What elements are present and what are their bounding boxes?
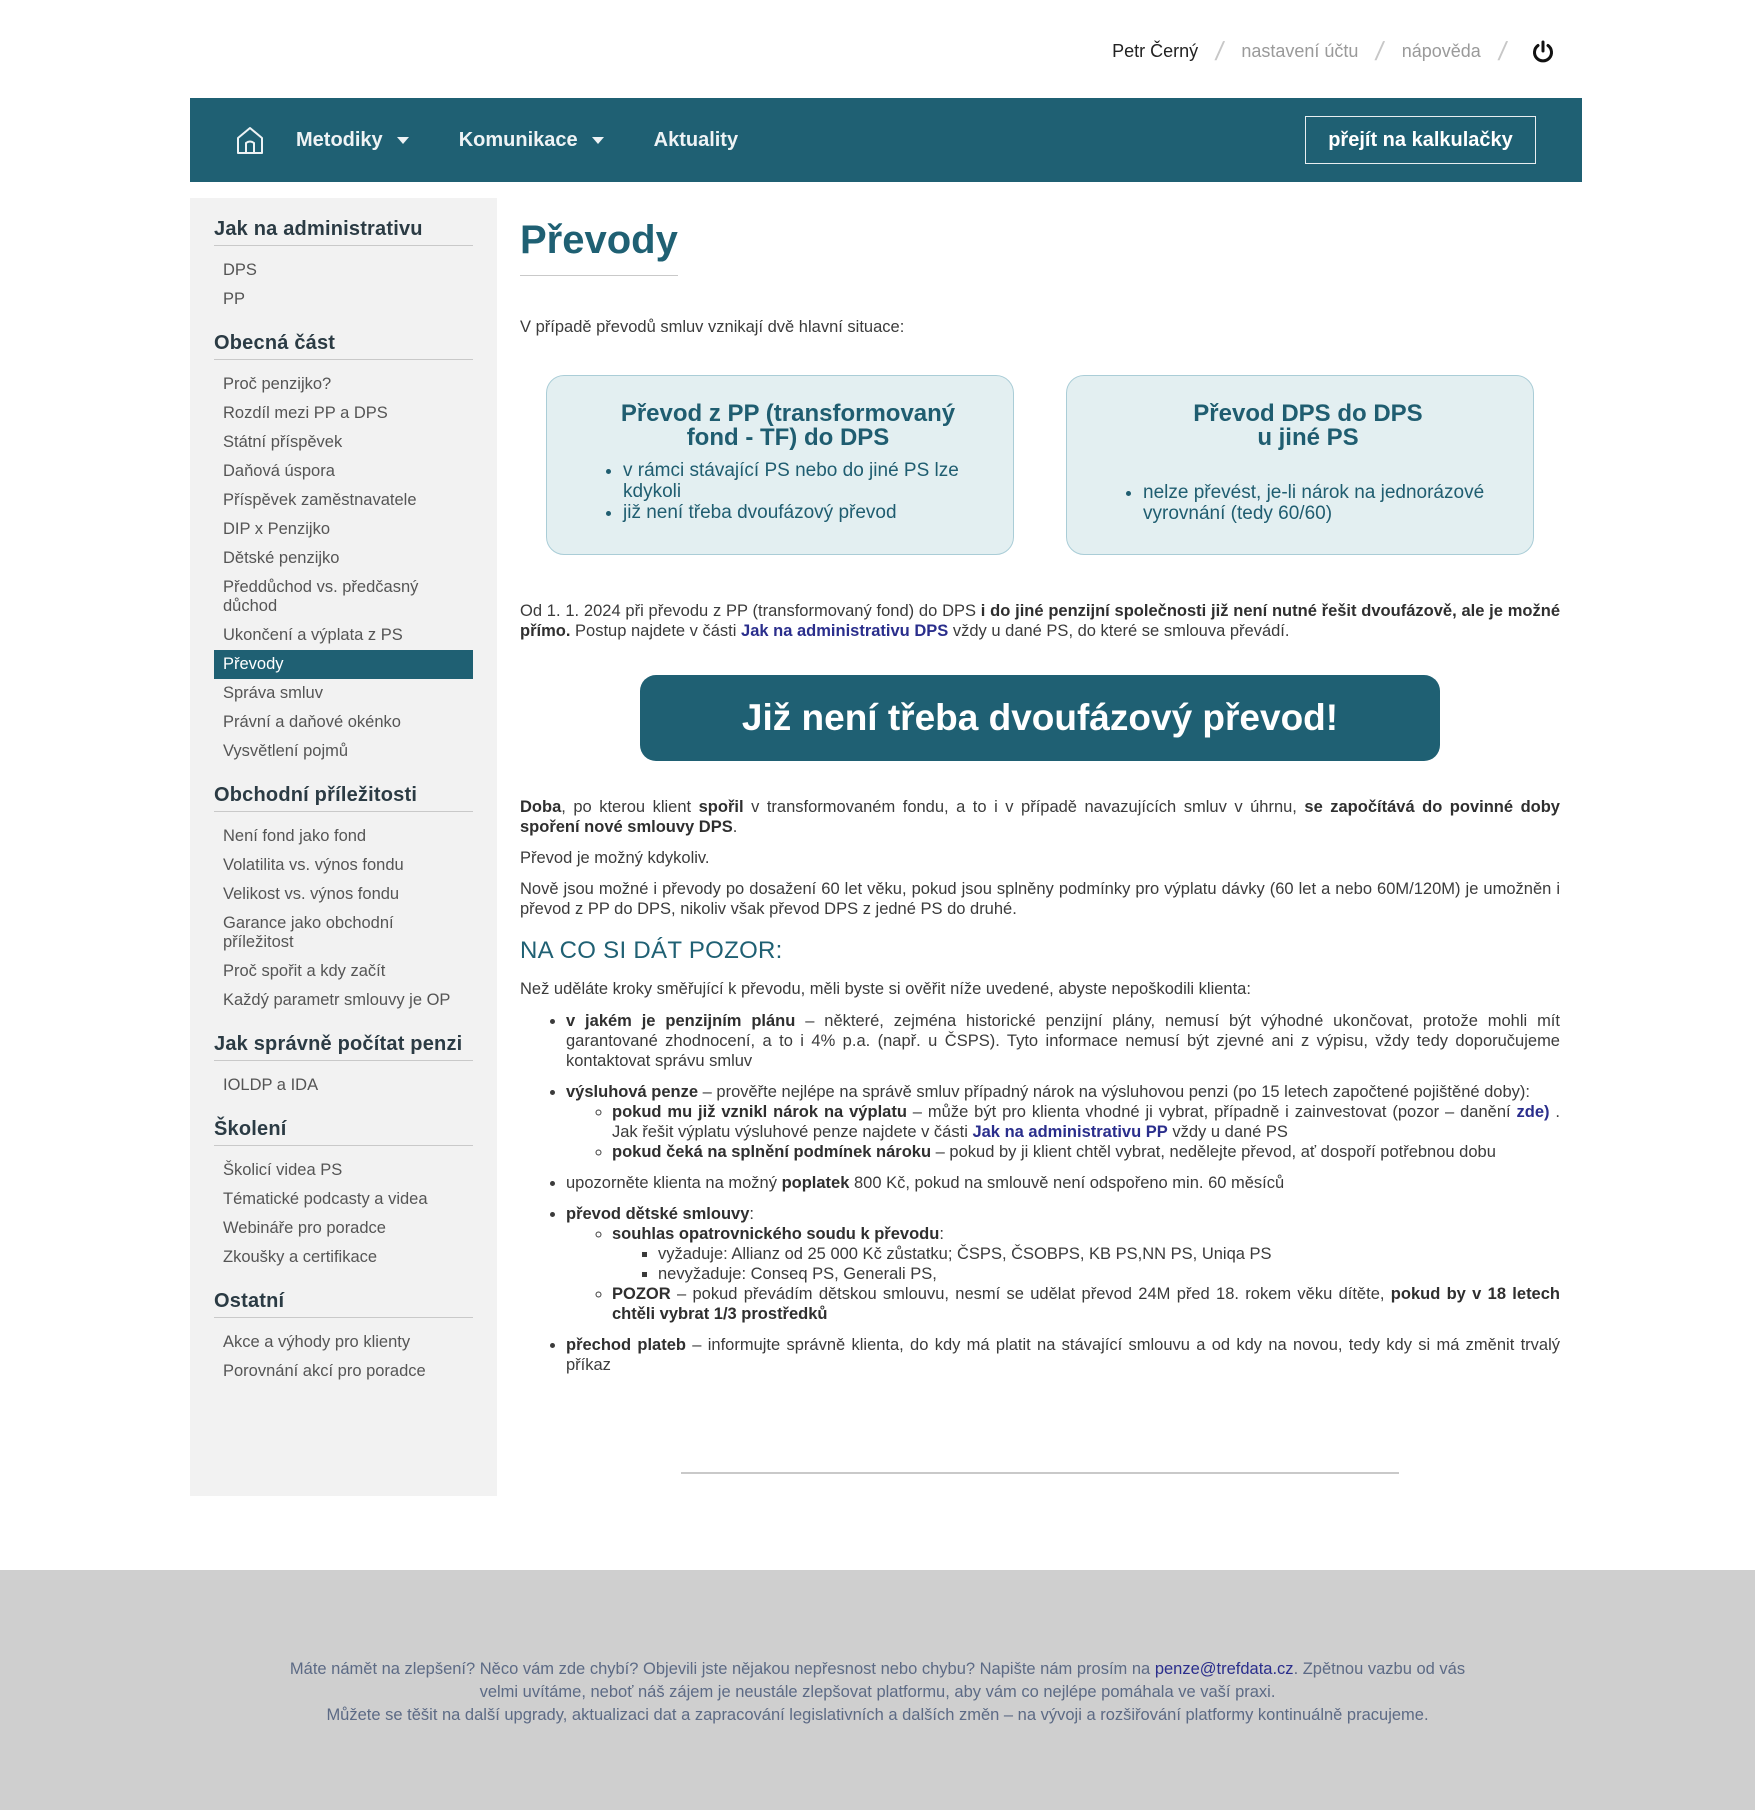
sidebar-section-title: Jak správně počítat penzi [214,1033,473,1061]
main-nav [190,98,1582,182]
caret-down-icon [592,137,604,144]
text: . Zpětnou vazbu od vás [1293,1660,1466,1678]
sidebar-section-title: Školení [214,1118,473,1146]
footer-line-1 [0,1658,1755,1681]
main-content [520,198,1560,1386]
text: : [939,1225,944,1243]
text: : [749,1205,754,1223]
list-item [566,1204,1560,1324]
checklist [520,1011,1560,1375]
sidebar-section-title: Obchodní příležitosti [214,784,473,812]
spacer [214,1015,473,1019]
user-name[interactable]: Petr Černý [1112,41,1199,61]
text: v transformovaném fondu, a to i v případě navazujících smluv v úhrnu, [743,798,1305,816]
sidebar-item[interactable]: Státní příspěvek [223,433,343,451]
text: 800 Kč, pokud na smlouvě není odspořeno min. 60 měsíců [849,1174,1285,1192]
nav-item-komunikace[interactable] [459,129,604,152]
sub-sub-list-item: ▪ vyžaduje: Allianz od 25 000 Kč zůstatku; ČSPS, ČSOBPS, KB PS,NN PS, Uniqa PS [658,1244,1560,1264]
sidebar-item[interactable]: DIP x Penzijko [223,520,330,538]
section-heading: NA CO SI DÁT POZOR: [520,937,783,964]
sidebar-item[interactable]: Tématické podcasty a videa [223,1190,428,1208]
list-item: • nelze převést, je-li nárok na jednorázové vyrovnání (tedy 60/60) [1143,482,1493,524]
bold-text: Doba [520,798,562,816]
sidebar-item[interactable]: Garance jako obchodní příležitost [223,914,394,951]
link-administrativa-pp[interactable]: Jak na administrativu PP [972,1123,1168,1141]
bold-text: převod dětské smlouvy [566,1205,750,1223]
footer-line-2: velmi uvítáme, neboť náš zájem je neustále zlepšovat platformu, aby vám co nejlépe pomáhala ve vaší praxi. [479,1683,1276,1701]
sidebar-item[interactable]: DPS [223,261,257,279]
sidebar-item[interactable]: Akce a výhody pro klienty [223,1333,411,1351]
list-item [566,1335,1560,1375]
sidebar [190,198,497,1496]
bold-text: POZOR [612,1285,671,1303]
text: . [732,818,738,836]
text: upozorněte klienta na možný [566,1174,782,1192]
user-bar [1112,36,1556,67]
link-administrativa-dps[interactable]: Jak na administrativu DPS [741,622,949,640]
sub-list-item [612,1142,1560,1162]
text: – některé, zejména historické penzijní plány, nemusí být výhodné ukončovat, protože mohli mít garantované zhodnocení, a to i 4% p.a. (např. u ČSPS). Tyto informace nemusí být zjevné ani z výpisu, vždy tedy doporučujeme kontaktovat správu smluv [566,1012,1560,1070]
caret-down-icon [397,137,409,144]
spacer [214,1386,473,1390]
text: . Jak řešit výplatu výsluhové penze najdete v části [612,1103,1560,1141]
power-icon[interactable] [1530,39,1556,65]
bold-text: poplatek [781,1174,850,1192]
bold-text: pokud mu již vznikl nárok na výplatu [612,1103,907,1121]
separator: / [1373,36,1387,66]
nav-label: Komunikace [458,128,578,151]
text: Postup najdete v části [570,622,742,640]
separator: / [1496,36,1509,66]
link-zde[interactable]: zde) [1516,1103,1550,1121]
paragraph-doba [520,797,1560,837]
help-link[interactable]: nápověda [1401,41,1481,61]
sub-list-item [612,1284,1560,1324]
box-title-line: u jiné PS [1257,424,1359,451]
paragraph-60-let: Nově jsou možné i převody po dosažení 60 let věku, pokud jsou splněny podmínky pro výplatu dávky (60 let a nebo 60M/120M) je umožněn i převod z PP do DPS, nikoliv však převod DPS z jedné PS do druhé. [520,880,1560,918]
sidebar-item[interactable]: Není fond jako fond [223,827,367,845]
spacer [214,1272,473,1276]
footer [0,1570,1755,1810]
bold-text: přechod plateb [566,1336,686,1354]
bold-text: se započítává do povinné doby spoření nové smlouvy DPS [520,798,1560,836]
sidebar-item[interactable]: Ukončení a výplata z PS [223,626,403,644]
bold-text: pokud čeká na splnění podmínek nároku [612,1143,932,1161]
sub-list-item [612,1102,1560,1142]
sidebar-item[interactable]: Školicí videa PS [223,1161,343,1179]
text: – pokud převádím dětskou smlouvu, nesmí se udělat převod 24M před 18. rokem věku dítěte, [670,1285,1391,1303]
text: – může být pro klienta vhodné ji vybrat, případně i zainvestovat (pozor – danění [906,1103,1517,1121]
paragraph-2024 [520,601,1560,641]
sidebar-section-title: Ostatní [214,1290,473,1318]
highlight-banner: Již není třeba dvoufázový převod! [640,675,1440,761]
sidebar-item[interactable]: Právní a daňové okénko [223,713,401,731]
spacer [214,1100,473,1104]
sidebar-item[interactable]: Příspěvek zaměstnavatele [223,491,417,509]
text: – informujte správně klienta, do kdy má platit na stávající smlouvu a od kdy na novou, tedy kdy si má změnit trvalý příkaz [566,1336,1560,1374]
sidebar-item[interactable]: Velikost vs. výnos fondu [223,885,400,903]
info-box-dps-to-dps [1066,375,1534,555]
sidebar-item[interactable]: Dětské penzijko [223,549,340,567]
list-item: • již není třeba dvoufázový převod [623,502,973,523]
list-item: • v rámci stávající PS nebo do jiné PS lze kdykoli [623,460,973,502]
text: vždy u dané PS [1167,1123,1288,1141]
spacer [214,314,473,318]
sidebar-item[interactable]: Rozdíl mezi PP a DPS [223,404,388,422]
list-item [566,1011,1560,1071]
bold-text: i do jiné penzijní společnosti již není nutné řešit dvoufázově, ale je možné přímo. [520,602,1560,640]
sidebar-item[interactable]: Předdůchod vs. předčasný důchod [223,578,419,615]
page-title: Převody [520,218,678,276]
sidebar-item[interactable]: IOLDP a IDA [223,1076,319,1094]
nav-item-aktuality[interactable] [654,129,738,152]
sidebar-item[interactable]: Každý parametr smlouvy je OP [223,991,451,1009]
sidebar-item[interactable]: Proč penzijko? [223,375,332,393]
sidebar-item[interactable]: Webináře pro poradce [223,1219,386,1237]
sidebar-item[interactable]: Vysvětlení pojmů [223,742,349,760]
sub-sub-list-item: ▪ nevyžaduje: Conseq PS, Generali PS, [658,1264,1560,1284]
text: vždy u dané PS, do které se smlouva převádí. [948,622,1290,640]
info-box-pp-to-dps [546,375,1014,555]
divider [681,1472,1399,1474]
box-title [1123,402,1493,450]
sidebar-item[interactable]: Volatilita vs. výnos fondu [223,856,404,874]
sidebar-section-title: Obecná část [214,332,473,360]
nav-item-metodiky[interactable] [296,129,409,152]
sidebar-item[interactable]: Správa smluv [223,684,323,702]
sidebar-item[interactable]: Porovnání akcí pro poradce [223,1362,426,1380]
email-link[interactable]: penze@trefdata.cz [1154,1660,1294,1678]
bold-text: spořil [698,798,744,816]
paragraph-kdykoliv: Převod je možný kdykoliv. [520,849,710,867]
list-item [566,1082,1560,1162]
situation-boxes [546,375,1534,555]
text: , po kterou klient [561,798,699,816]
text: Od 1. 1. 2024 při převodu z PP (transformovaný fond) do DPS [520,602,981,620]
bold-text: pokud by v 18 letech chtěli vybrat 1/3 prostředků [612,1285,1560,1323]
intro-text: V případě převodů smluv vznikají dvě hlavní situace: [520,318,905,336]
calculators-button[interactable]: přejít na kalkulačky [1305,116,1536,164]
sidebar-item[interactable]: Převody [214,650,473,679]
sidebar-item[interactable]: Daňová úspora [223,462,335,480]
box-title: Převod z PP (transformovaný fond - TF) do DPS [620,400,956,451]
sidebar-item[interactable]: Proč spořit a kdy začít [223,962,386,980]
spacer [214,766,473,770]
list-item [566,1173,1560,1193]
separator: / [1213,36,1227,66]
box-title-line: Převod DPS do DPS [1193,400,1423,427]
paragraph-check: Než uděláte kroky směřující k převodu, měli byste si ověřit níže uvedené, abyste nepoškodili klienta: [520,980,1251,998]
text: Máte námět na zlepšení? Něco vám zde chybí? Objevili jste nějakou nepřesnost nebo chybu? Napište nám prosím na [289,1660,1155,1678]
bold-text: souhlas opatrovnického soudu k převodu [612,1225,940,1243]
home-icon[interactable] [234,124,266,156]
nav-label: Aktuality [653,128,739,151]
account-settings-link[interactable]: nastavení účtu [1241,41,1359,61]
footer-line-3: Můžete se těšit na další upgrady, aktualizaci dat a zapracování legislativních a dalších změn – na vývoji a rozšiřování platformy kontinuálně pracujeme. [326,1706,1429,1724]
sub-list-item [612,1224,1560,1284]
sidebar-item[interactable]: PP [223,290,246,308]
text: – prověřte nejlépe na správě smluv případný nárok na výsluhovou penzi (po 15 letech započtené pojištěné doby): [698,1083,1530,1101]
sidebar-section-title: Jak na administrativu [214,218,473,246]
bold-text: výsluhová penze [566,1083,699,1101]
nav-label: Metodiky [296,128,383,151]
text: – pokud by ji klient chtěl vybrat, nedělejte převod, ať dospoří potřebnou dobu [931,1143,1496,1161]
sidebar-item[interactable]: Zkoušky a certifikace [223,1248,378,1266]
bold-text: v jakém je penzijním plánu [566,1012,796,1030]
